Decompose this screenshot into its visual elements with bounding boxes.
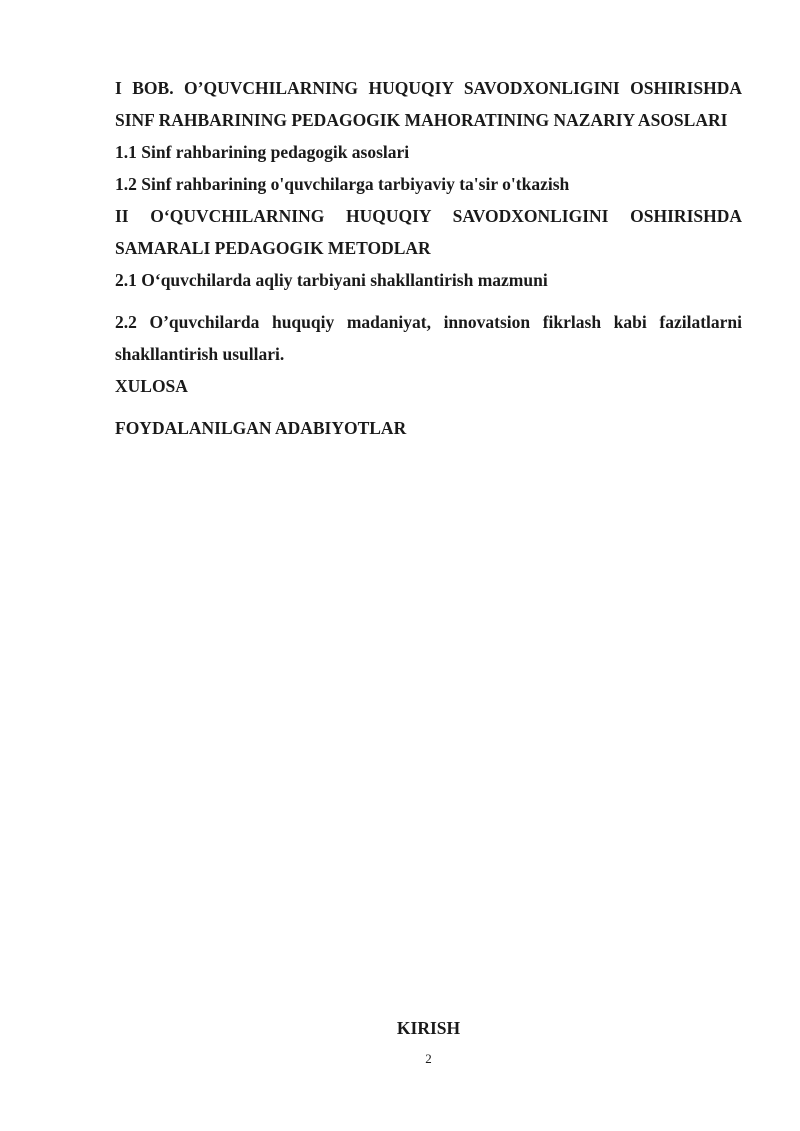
table-of-contents <box>115 72 742 444</box>
toc-section-1-2: 1.2 Sinf rahbarining o'quvchilarga tarbiyaviy ta'sir o'tkazish <box>115 174 570 194</box>
intro-heading: KIRISH <box>396 1018 461 1038</box>
toc-section-2-1: 2.1 O‘quvchilarda aqliy tarbiyani shakllantirish mazmuni <box>115 270 548 290</box>
toc-section-1-1: 1.1 Sinf rahbarining pedagogik asoslari <box>115 142 410 162</box>
toc-chapter-2-heading: II O‘QUVCHILARNING HUQUQIY SAVODXONLIGINI OSHIRISHDA SAMARALI PEDAGOGIK METODLAR <box>115 206 742 258</box>
toc-references: FOYDALANILGAN ADABIYOTLAR <box>115 418 407 438</box>
toc-conclusion: XULOSA <box>115 376 188 396</box>
toc-chapter-1-heading: I BOB. O’QUVCHILARNING HUQUQIY SAVODXONLIGINI OSHIRISHDA SINF RAHBARINING PEDAGOGIK MAHORATINING NAZARIY ASOSLARI <box>115 78 742 130</box>
page-number: 2 <box>425 1051 432 1066</box>
toc-section-2-2: 2.2 O’quvchilarda huquqiy madaniyat, innovatsion fikrlash kabi fazilatlarni shakllantirish usullari. <box>115 312 742 364</box>
